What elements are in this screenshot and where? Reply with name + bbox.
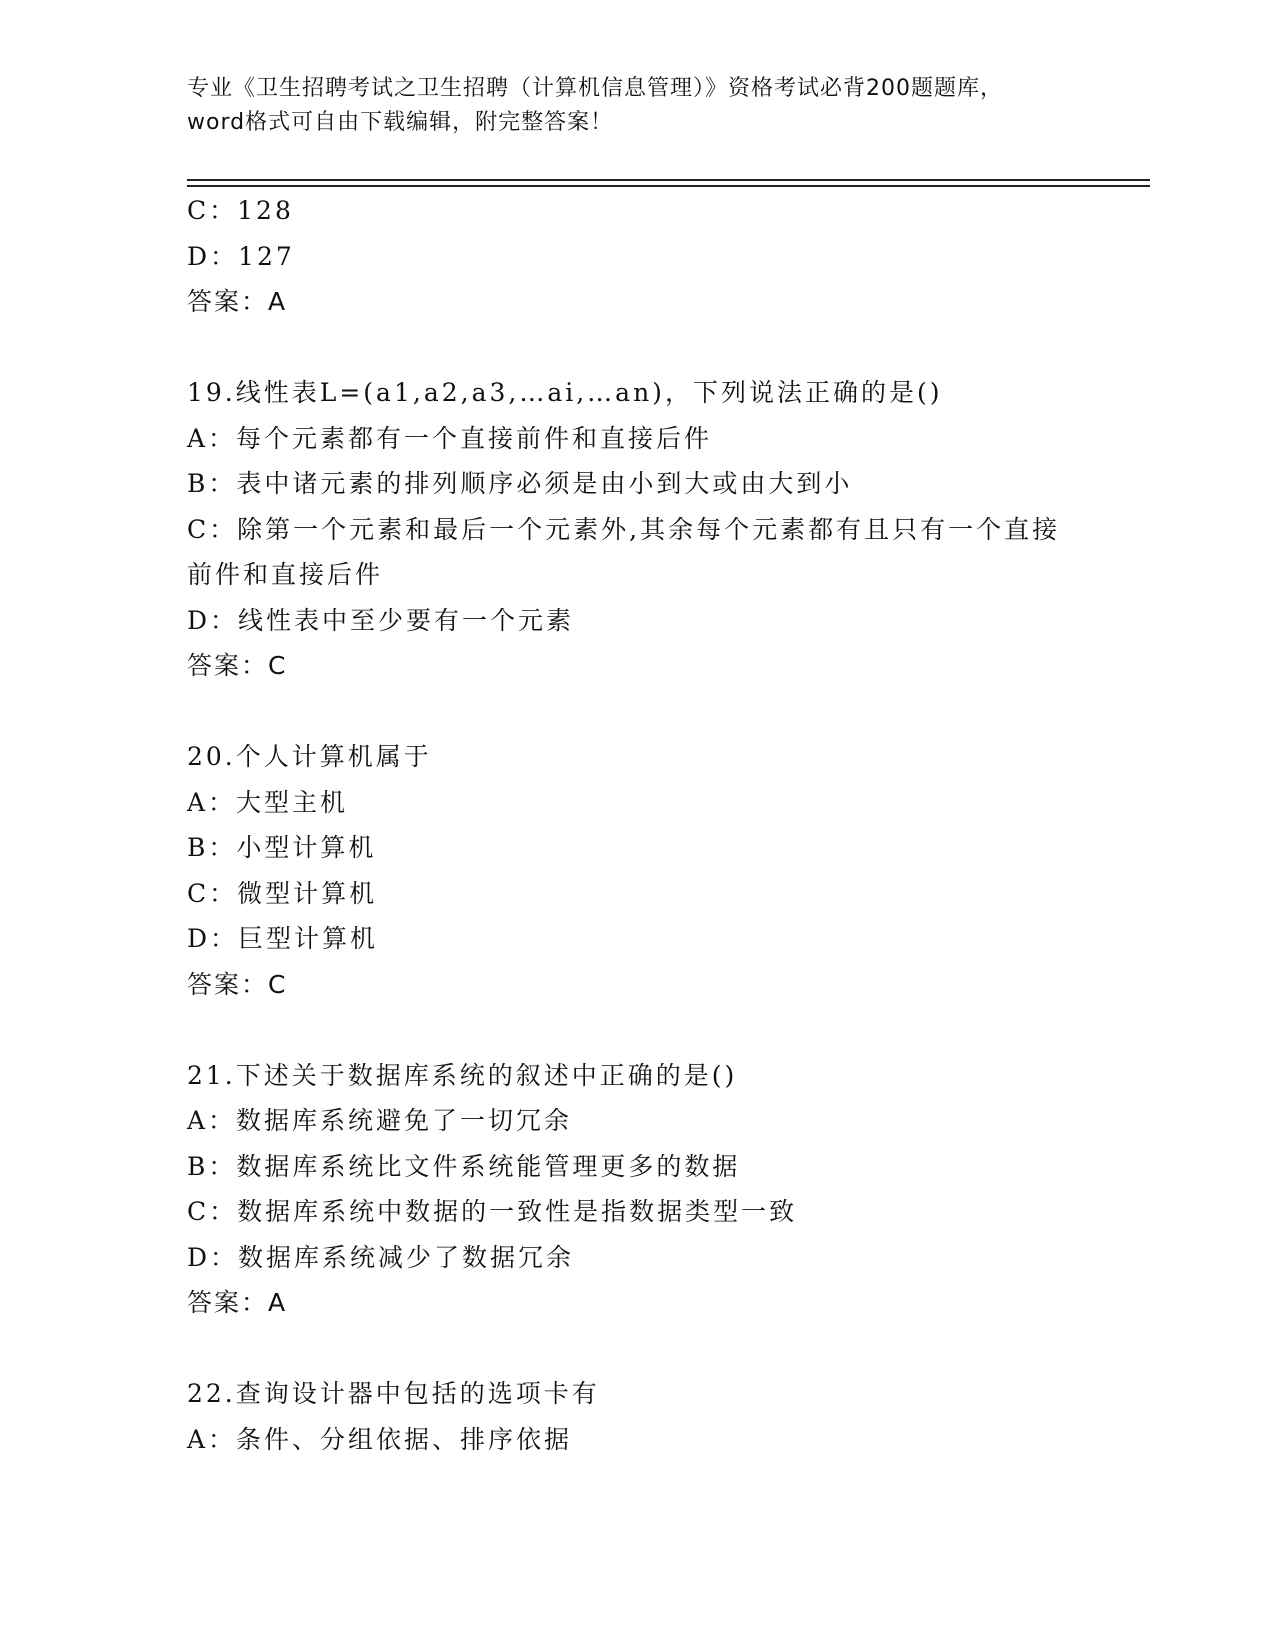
question-stem: 21.下述关于数据库系统的叙述中正确的是(): [187, 1060, 738, 1090]
option-d: D：127: [187, 241, 295, 271]
option-d: D：线性表中至少要有一个元素: [187, 605, 575, 635]
header-title-line-1: 专业《卫生招聘考试之卫生招聘（计算机信息管理）》资格考试必背200题题库，: [187, 76, 1003, 101]
option-d: D：数据库系统减少了数据冗余: [187, 1242, 575, 1272]
option-a: A：条件、分组依据、排序依据: [187, 1424, 573, 1454]
header-divider-bottom: [187, 185, 1150, 187]
option-c: C：数据库系统中数据的一致性是指数据类型一致: [187, 1197, 798, 1226]
answer: 答案：A: [187, 1288, 288, 1317]
question-21: [187, 1053, 1067, 1326]
answer: 答案：C: [187, 969, 288, 999]
option-b: B：数据库系统比文件系统能管理更多的数据: [187, 1151, 741, 1181]
option-c: C：除第一个元素和最后一个元素外,其余每个元素都有且只有一个直接前件和直接后件: [187, 514, 1061, 589]
question-stem: 20.个人计算机属于: [187, 742, 432, 771]
header-title-line-2: word格式可自由下载编辑，附完整答案！: [187, 110, 614, 135]
document-header: [187, 72, 1087, 140]
header-divider-top: [187, 179, 1150, 181]
question-20: [187, 734, 1067, 1007]
option-b: B：表中诸元素的排列顺序必须是由小到大或由大到小: [187, 469, 853, 498]
option-c: C：微型计算机: [187, 878, 378, 908]
option-a: A：数据库系统避免了一切冗余: [187, 1106, 573, 1135]
answer: 答案：C: [187, 651, 288, 680]
question-18-tail: [187, 188, 1067, 325]
option-d: D：巨型计算机: [187, 924, 379, 953]
question-19: [187, 370, 1067, 689]
option-a: A：每个元素都有一个直接前件和直接后件: [187, 423, 713, 453]
question-22: [187, 1371, 1067, 1462]
option-c: C：128: [187, 196, 294, 225]
question-list: [187, 188, 1067, 1462]
option-b: B：小型计算机: [187, 833, 377, 862]
question-stem: 19.线性表L=(a1,a2,a3,…ai,…an)，下列说法正确的是(): [187, 378, 943, 407]
question-stem: 22.查询设计器中包括的选项卡有: [187, 1379, 600, 1408]
option-a: A：大型主机: [187, 787, 349, 817]
answer: 答案：A: [187, 287, 288, 316]
